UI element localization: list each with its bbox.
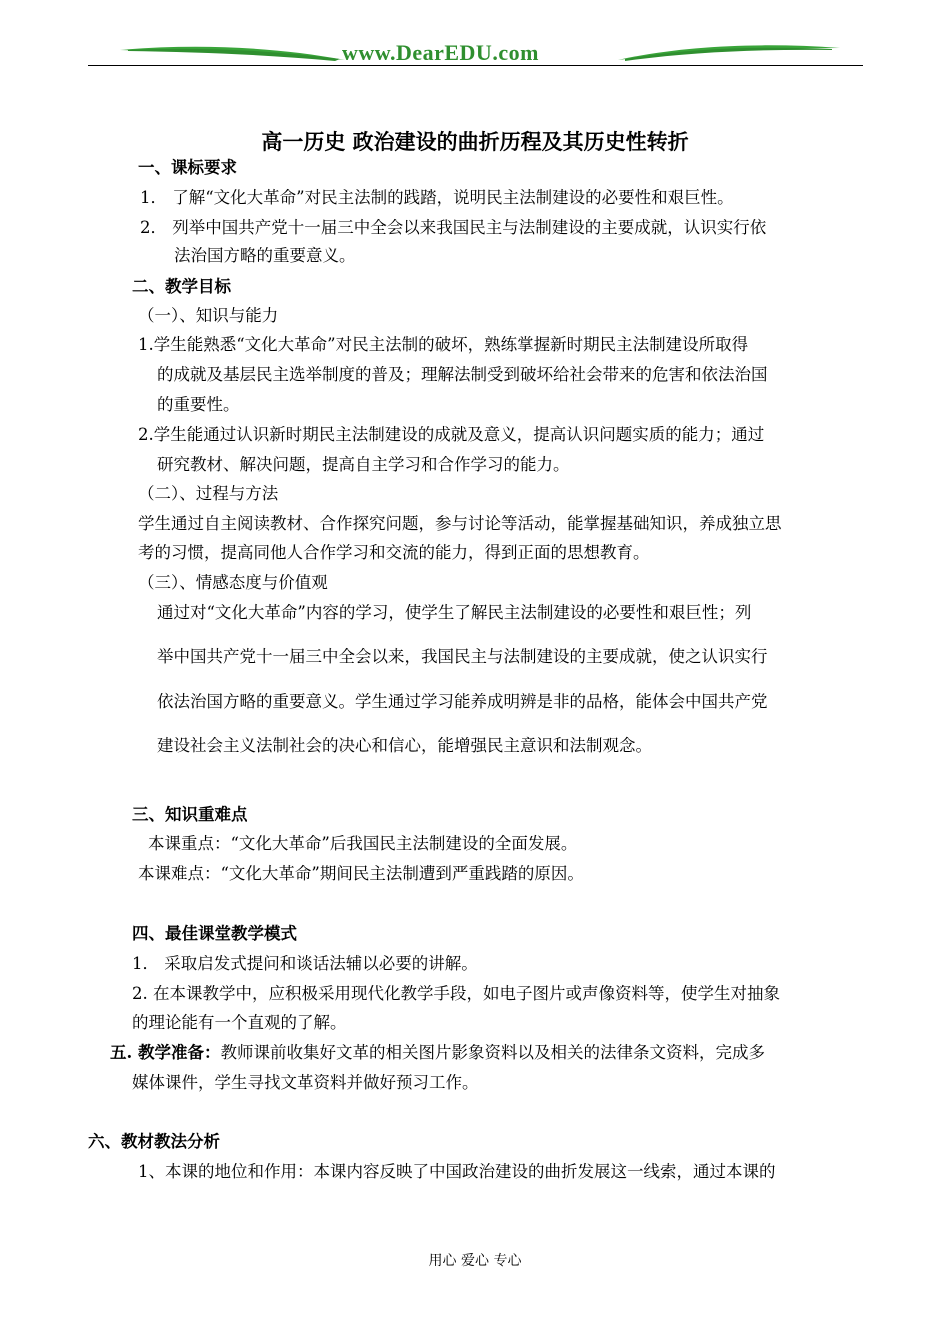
- header-divider: [88, 65, 863, 66]
- objective-2-line-2: 研究教材、解决问题，提高自主学习和合作学习的能力。: [157, 455, 570, 474]
- header-logo-text: www.DearEDU.com: [342, 40, 539, 65]
- key-point: 本课重点：“文化大革命”后我国民主法制建设的全面发展。: [148, 834, 578, 853]
- section-heading-objectives: 二、教学目标: [132, 277, 231, 296]
- section-heading-key-points: 三、知识重难点: [132, 805, 248, 824]
- attitude-line-2: 举中国共产党十一届三中全会以来，我国民主与法制建设的主要成就，使之认识实行: [157, 647, 768, 666]
- curriculum-item-1: 1． 了解“文化大革命”对民主法制的践踏，说明民主法制建设的必要性和艰巨性。: [140, 188, 734, 207]
- objective-1-line-3: 的重要性。: [157, 395, 240, 414]
- difficult-point: 本课难点：“文化大革命”期间民主法制遭到严重践踏的原因。: [138, 864, 584, 883]
- page-title: 高一历史 政治建设的曲折历程及其历史性转折: [261, 129, 689, 154]
- subheading-attitude: （三）、情感态度与价值观: [138, 573, 328, 592]
- teaching-mode-item-2-line-2: 的理论能有一个直观的了解。: [132, 1013, 347, 1032]
- analysis-paragraph-1: 1、本课的地位和作用：本课内容反映了中国政治建设的曲折发展这一线索，通过本课的: [138, 1162, 776, 1181]
- teaching-mode-item-1: 1． 采取启发式提问和谈话法辅以必要的讲解。: [132, 954, 478, 973]
- subheading-process: （二）、过程与方法: [138, 484, 279, 503]
- objective-2-line-1: 2.学生能通过认识新时期民主法制建设的成就及意义，提高认识问题实质的能力；通过: [138, 425, 765, 444]
- section-heading-curriculum: 一、课标要求: [138, 158, 237, 177]
- preparation-line-1: [110, 1043, 765, 1063]
- preparation-label: 五. 教学准备：: [110, 1043, 221, 1062]
- section-heading-analysis: 六、教材教法分析: [88, 1132, 220, 1151]
- attitude-line-1: 通过对“文化大革命”内容的学习，使学生了解民主法制建设的必要性和艰巨性；列: [157, 603, 752, 622]
- preparation-line-2: 媒体课件，学生寻找文革资料并做好预习工作。: [132, 1073, 479, 1092]
- attitude-line-4: 建设社会主义法制社会的决心和信心，能增强民主意识和法制观念。: [157, 736, 652, 755]
- curriculum-item-2-line-2: 法治国方略的重要意义。: [174, 246, 356, 265]
- section-heading-teaching-mode: 四、最佳课堂教学模式: [132, 924, 297, 943]
- teaching-mode-item-2-line-1: 2. 在本课教学中，应积极采用现代化教学手段，如电子图片或声像资料等，使学生对抽象: [132, 984, 780, 1003]
- curriculum-item-2-line-1: 2． 列举中国共产党十一届三中全会以来我国民主与法制建设的主要成就，认识实行依: [140, 218, 767, 237]
- process-line-1: 学生通过自主阅读教材、合作探究问题，参与讨论等活动，能掌握基础知识，养成独立思: [138, 514, 782, 533]
- preparation-text: 教师课前收集好文革的相关图片影象资料以及相关的法律条文资料，完成多: [220, 1043, 765, 1062]
- process-line-2: 考的习惯，提高同他人合作学习和交流的能力，得到正面的思想教育。: [138, 543, 650, 562]
- subheading-knowledge: （一）、知识与能力: [138, 306, 279, 325]
- page-footer: 用心 爱心 专心: [428, 1253, 522, 1269]
- attitude-line-3: 依法治国方略的重要意义。学生通过学习能养成明辨是非的品格，能体会中国共产党: [157, 692, 768, 711]
- objective-1-line-2: 的成就及基层民主选举制度的普及；理解法制受到破坏给社会带来的危害和依法治国: [157, 365, 768, 384]
- objective-1-line-1: 1.学生能熟悉“文化大革命”对民主法制的破坏，熟练掌握新时期民主法制建设所取得: [138, 335, 749, 354]
